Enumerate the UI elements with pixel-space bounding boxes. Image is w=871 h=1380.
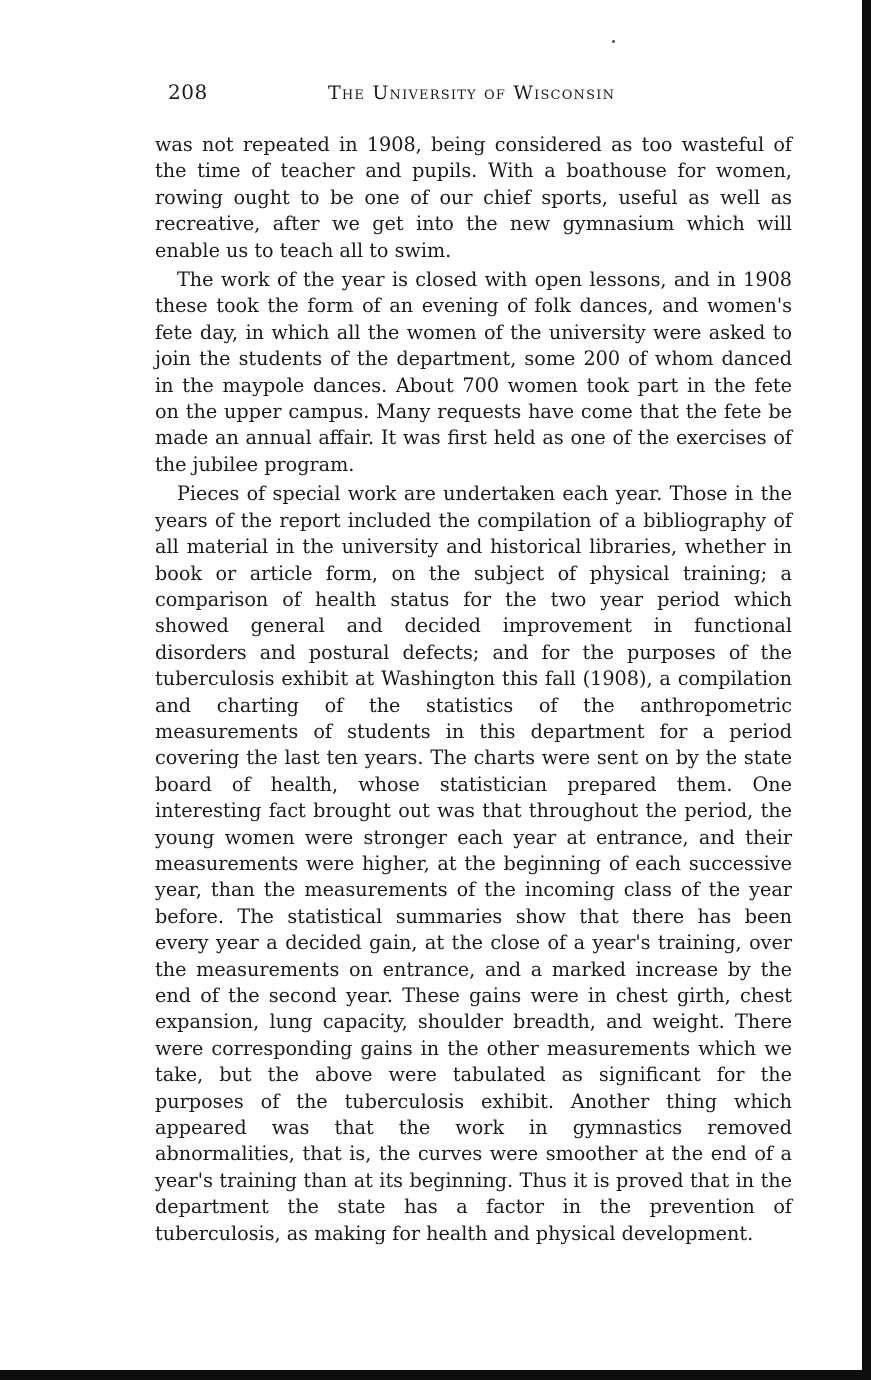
scan-speck (612, 40, 615, 43)
paragraph-open-lessons: The work of the year is closed with open lessons, and in 1908 these took the form of an evening of folk dances, and women's fete day, in which all the women of the university were asked to join the students of the department, some 200 of whom danced in the maypole dances. About 700 women took part in the fete on the upper campus. Many requests have come that the fete be made an annual affair. It was first held as one of the exercises of the jubilee program. (155, 268, 792, 476)
page-header (168, 80, 808, 114)
page-edge-shadow-bottom (0, 1370, 871, 1380)
page-edge-shadow-right (862, 0, 871, 1380)
paragraph-special-work: Pieces of special work are undertaken each year. Those in the years of the report included the compilation of a bibliography of all material in the university and historical libraries, whether in book or article form, on the subject of physical training; a comparison of health status for the two year period which showed general and decided improvement in functional disorders and postural defects; and for the purposes of the tuberculosis exhibit at Washington this fall (1908), a compilation and charting of the statistics of the anthropometric measurements of students in this department for a period covering the last ten years. The charts were sent on by the state board of health, whose statistician prepared them. One interesting fact brought out was that throughout the period, the young women were stronger each year at entrance, and their measurements were higher, at the beginning of each successive year, than the measurements of the incoming class of the year before. The statistical summaries show that there has been every year a decided gain, at the close of a year's training, over the measurements on entrance, and a marked increase by the end of the second year. These gains were in chest girth, chest expansion, lung capacity, shoulder breadth, and weight. There were corresponding gains in the other measurements which we take, but the above were tabulated as significant for the purposes of the tuberculosis exhibit. Another thing which appeared was that the work in gymnastics removed abnormalities, that is, the curves were smoother at the end of a year's training than at its beginning. Thus it is proved that in the department the state has a factor in the prevention of tuberculosis, as making for health and physical development. (155, 482, 792, 1245)
body-text (155, 132, 792, 1250)
paragraph-continuation: was not repeated in 1908, being considered as too wasteful of the time of teacher and pupils. With a boathouse for women, rowing ought to be one of our chief sports, useful as well as recreative, after we get into the new gymnasium which will enable us to teach all to swim. (155, 133, 792, 262)
page-number: 208 (168, 80, 208, 104)
running-title: The University of Wisconsin (328, 82, 616, 104)
